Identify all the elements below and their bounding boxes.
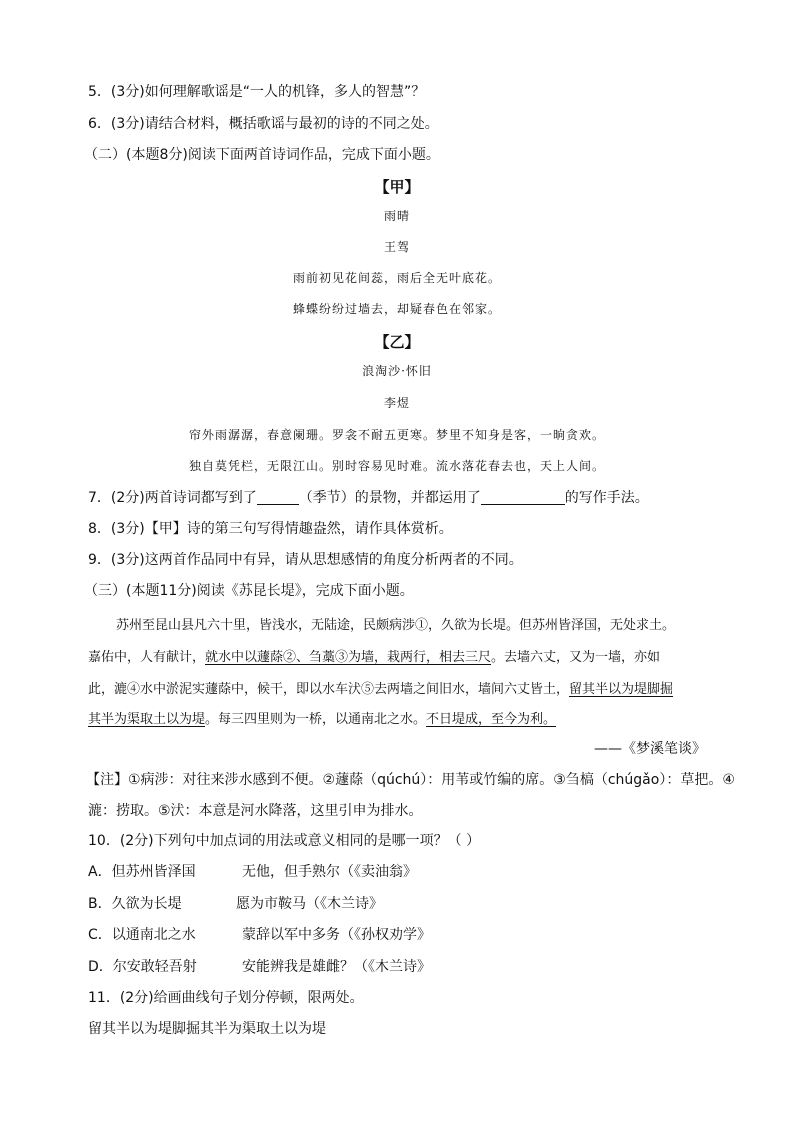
option-b[interactable] (88, 894, 383, 914)
poem-yi-label: 【乙】 (374, 333, 420, 351)
prose-line-2-text-a: 嘉佑中，人有献计， (88, 650, 206, 665)
answer-blank-season[interactable] (257, 490, 299, 505)
option-a-compare: 无他，但手熟尔（《卖油翁》 (242, 864, 417, 880)
poem-yi-author: 李煜 (383, 396, 410, 410)
note-line-1: 【注】①病涉：对往来涉水感到不便。②蘧蒢（qúchú）：用苇或竹编的席。③刍槁（chúgǎo）：草把。④ (86, 772, 735, 788)
poem-yi-line-1: 帘外雨潺潺，春意阑珊。罗衾不耐五更寒。梦里不知身是客，一晌贪欢。 (188, 428, 605, 442)
answer-blank-technique[interactable] (481, 490, 565, 505)
question-6: 6．(3分)请结合材料，概括歌谣与最初的诗的不同之处。 (88, 116, 439, 132)
option-c-sentence: C．以通南北之水 (88, 927, 196, 943)
prose-line-2 (88, 646, 660, 665)
poem-jia-label: 【甲】 (374, 178, 420, 196)
question-11-sentence: 留其半以为堤脚掘其半为渠取土以为堤 (88, 1021, 326, 1037)
poem-jia-title: 雨晴 (383, 209, 410, 223)
option-c[interactable] (88, 925, 431, 945)
poem-jia-author: 王驾 (383, 240, 410, 254)
prose-line-3-text: 此，漉④水中淤泥实蘧蒢中，候干，即以水车汱⑤去两墙之间旧水，墙间六丈皆土， (88, 682, 570, 697)
question-5: 5．(3分)如何理解歌谣是“一人的机锋，多人的智慧”？ (88, 84, 426, 100)
question-8: 8．(3分)【甲】诗的第三句写得情趣盎然，请作具体赏析。 (88, 521, 453, 537)
option-a-sentence: A．但苏州皆泽国 (88, 864, 196, 880)
question-9: 9．(3分)这两首作品同中有异，请从思想感情的角度分析两者的不同。 (88, 552, 523, 568)
option-a[interactable] (88, 862, 417, 882)
option-c-compare: 蒙辞以军中多务（《孙权劝学》 (242, 927, 431, 943)
prose-underlined-phrase: 就水中以蘧蒢②、刍藁③为墙，栽两行，相去三尺 (205, 650, 492, 665)
option-b-compare: 愿为市鞍马（《木兰诗》 (236, 896, 383, 912)
prose-line-3 (88, 678, 673, 697)
option-b-sentence: B．久欲为长堤 (88, 896, 182, 912)
question-7-part-b: （季节）的景物，并都运用了 (298, 490, 481, 506)
option-d[interactable] (88, 957, 431, 977)
prose-line-4-text: 。每三四里则为一桥，以通南北之水。 (205, 712, 427, 727)
section-2-heading: （二）(本题8分)阅读下面两首诗词作品，完成下面小题。 (84, 147, 440, 163)
prose-line-1: 苏州至昆山县凡六十里，皆浅水，无陆途，民颇病涉①，久欲为长堤。但苏州皆泽国，无处求土。 (116, 618, 676, 633)
question-7-part-a: 7．(2分)两首诗词都写到了 (88, 490, 257, 506)
prose-underlined-conclusion: 不日堤成，至今为利。 (426, 712, 557, 727)
poem-yi-title: 浪淘沙·怀旧 (362, 364, 432, 378)
prose-underlined-sentence-start: 留其半以为堤脚掘 (569, 682, 674, 697)
question-11: 11．(2分)给画曲线句子划分停顿，限两处。 (88, 990, 364, 1006)
prose-source: ——《梦溪笔谈》 (594, 741, 706, 757)
prose-line-2-text-b: 。去墙六丈，又为一墙，亦如 (491, 650, 661, 665)
option-d-compare: 安能辨我是雄雌？（《木兰诗》 (242, 959, 431, 975)
option-d-sentence: D．尔安敢轻吾射 (88, 959, 197, 975)
prose-underlined-sentence-end: 其半为渠取土以为堤 (88, 712, 206, 727)
prose-line-4 (88, 708, 556, 727)
question-7-part-c: 的写作手法。 (564, 490, 649, 506)
poem-jia-line-1: 雨前初见花间蕊，雨后全无叶底花。 (292, 271, 501, 285)
question-10: 10．(2分)下列句中加点词的用法或意义相同的是哪一项？（ ） (88, 833, 481, 849)
question-7 (88, 488, 649, 508)
note-line-2: 漉：捞取。⑤汱：本意是河水降落，这里引申为排水。 (88, 803, 423, 819)
poem-jia-line-2: 蜂蝶纷纷过墙去，却疑春色在邻家。 (292, 302, 501, 316)
poem-yi-line-2: 独自莫凭栏，无限江山。别时容易见时难。流水落花春去也，天上人间。 (188, 459, 605, 473)
section-3-heading: （三）(本题11分)阅读《苏昆长堤》，完成下面小题。 (84, 583, 414, 599)
